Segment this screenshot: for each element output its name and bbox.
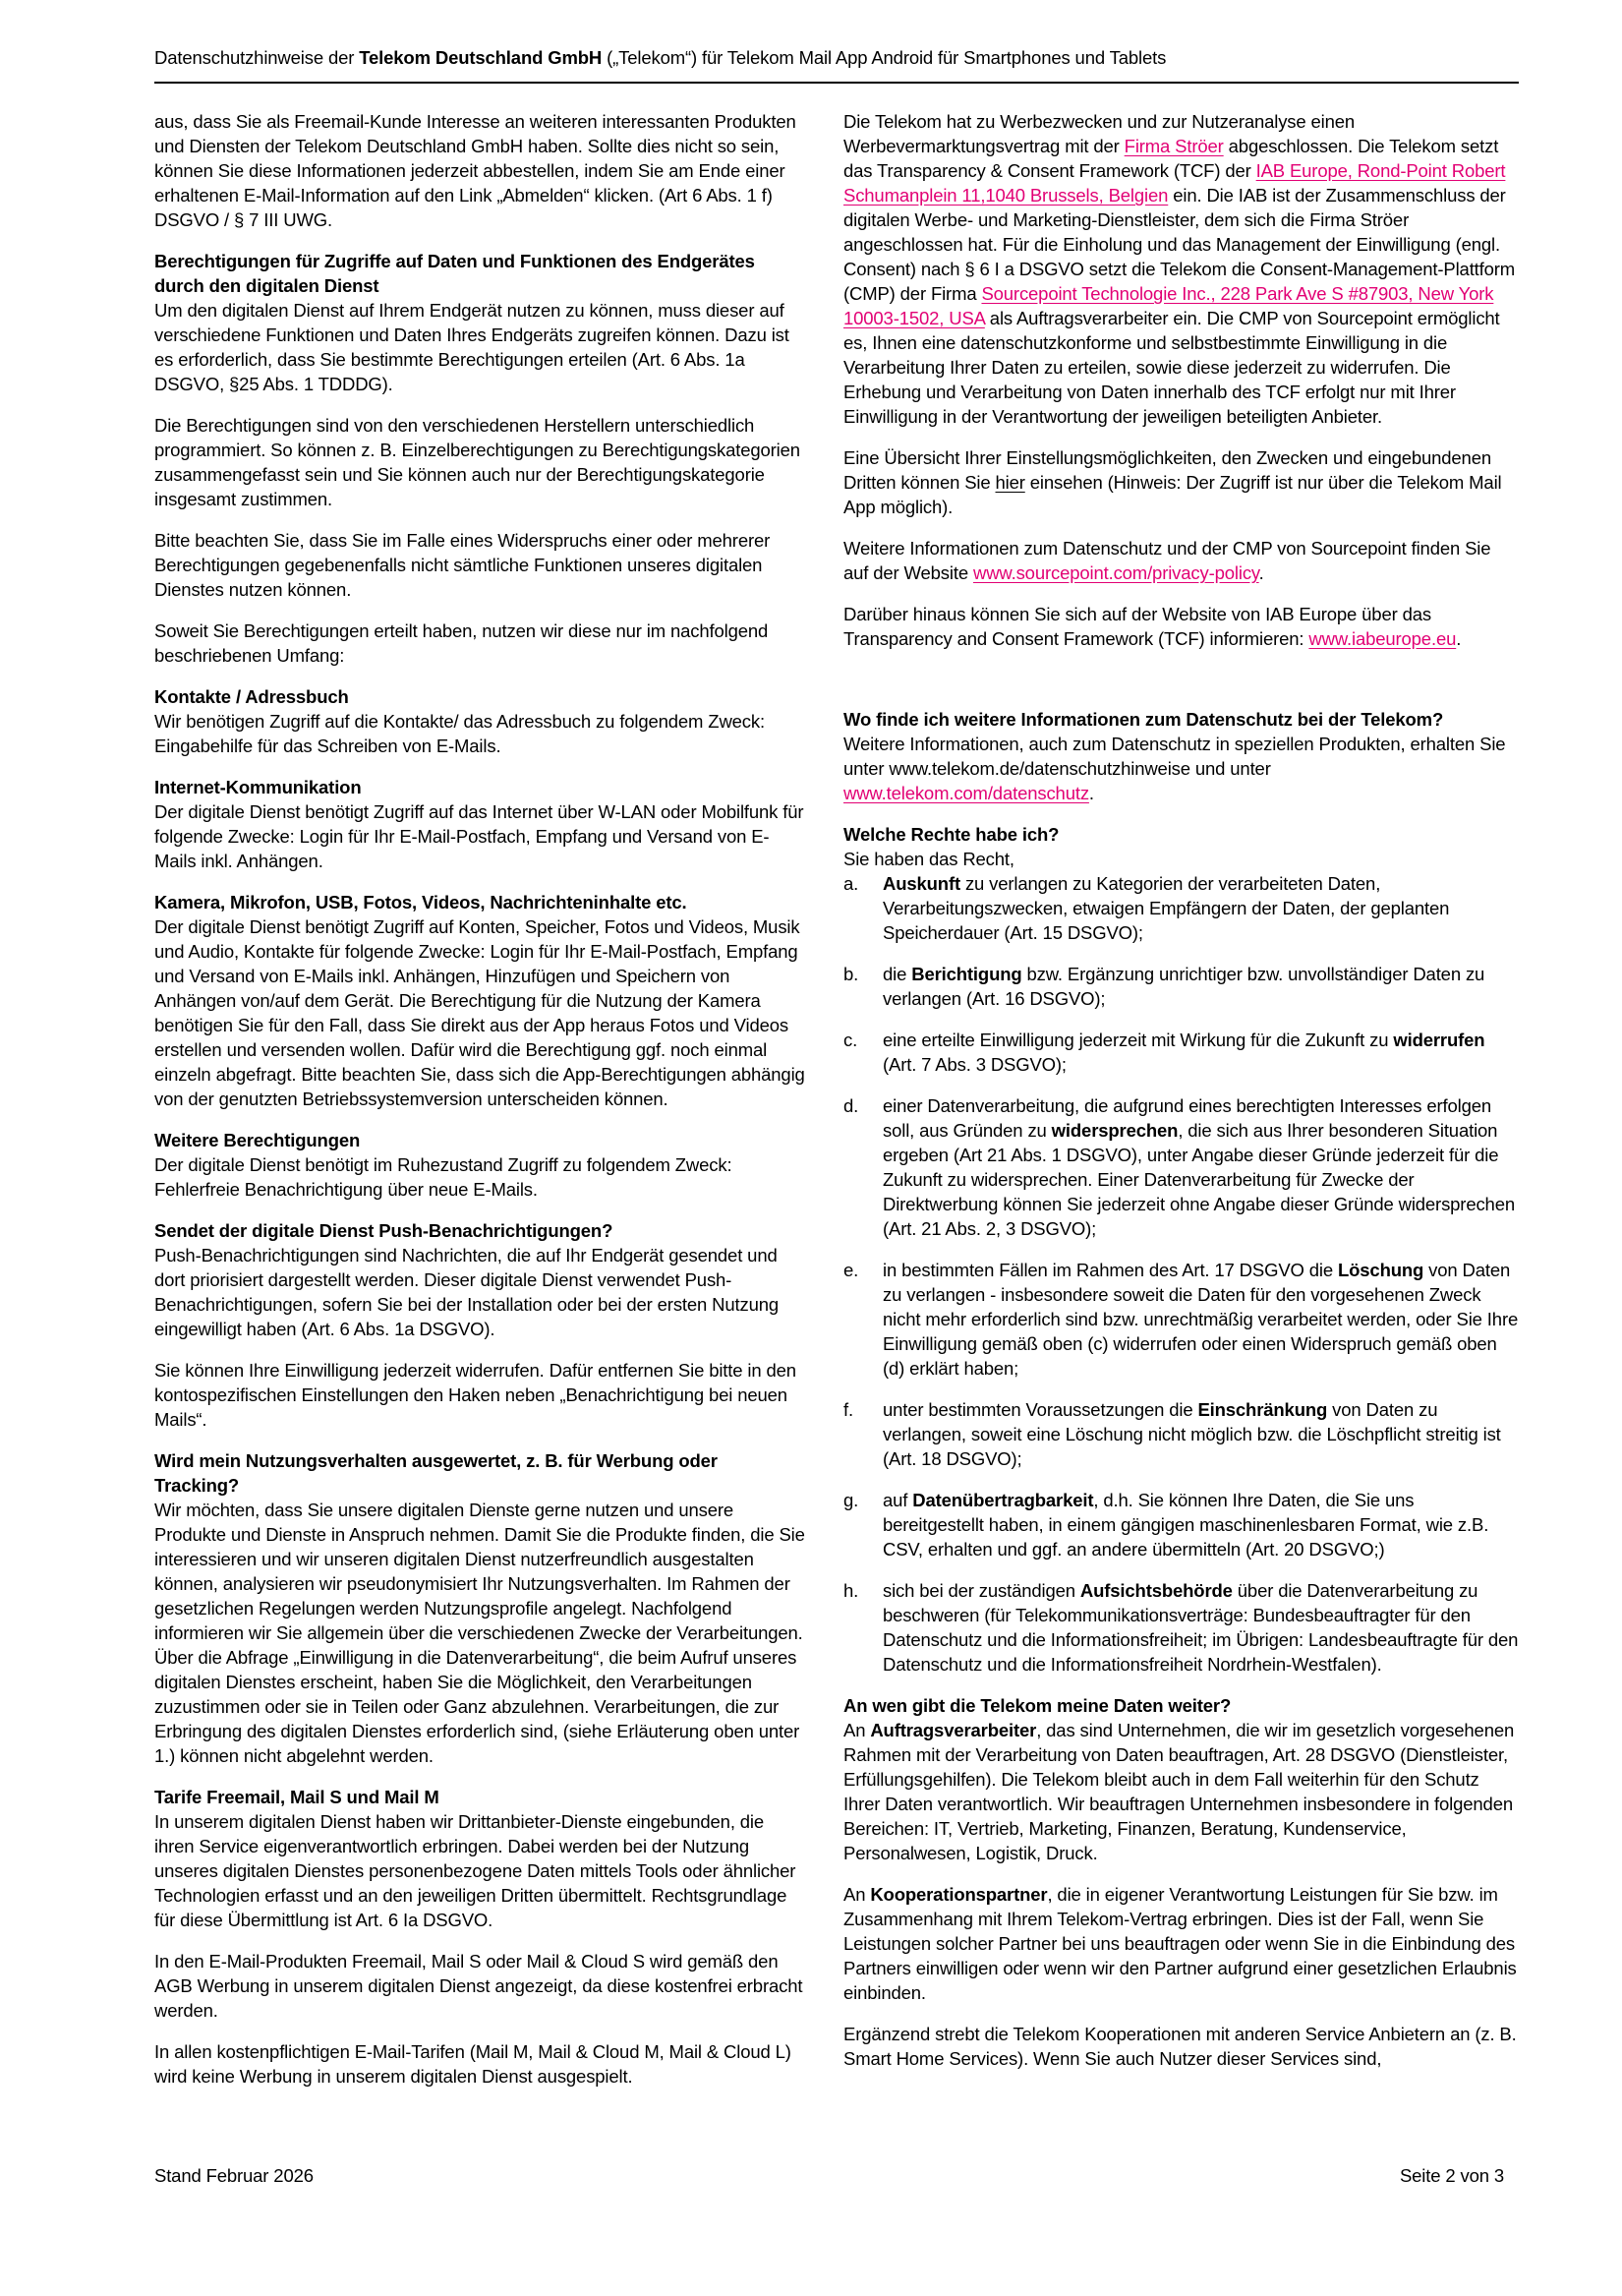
link[interactable]: Firma Ströer	[1124, 136, 1224, 156]
list-item	[843, 871, 1519, 945]
paragraph	[843, 109, 1519, 429]
list-marker: c.	[843, 1030, 858, 1050]
text: Weitere Informationen, auch zum Datenschutz in speziellen Produkten, erhalten Sie unter www.telekom.de/datenschutzhinweise und unter	[843, 734, 1506, 779]
bold-text: Einschränkung	[1197, 1399, 1328, 1420]
section-heading: Sendet der digitale Dienst Push-Benachrichtigungen?	[154, 1220, 613, 1241]
list-item	[843, 1397, 1519, 1471]
spacer	[843, 668, 1519, 707]
text: Eine Übersicht Ihrer Einstellungsmöglichkeiten, den Zwecken und eingebundenen Dritten können Sie	[843, 447, 1491, 493]
text: An	[843, 1884, 871, 1905]
text: Push-Benachrichtigungen sind Nachrichten, die auf Ihr Endgerät gesendet und dort priorisiert dargestellt werden. Dieser digitale Dienst verwendet Push-Benachrichtigungen, sofern Sie bei der Installation oder bei der ersten Nutzung eingewilligt haben (Art. 6 Abs. 1a DSGVO).	[154, 1245, 780, 1339]
text: Um den digitalen Dienst auf Ihrem Endgerät nutzen zu können, muss dieser auf verschiedene Funktionen und Daten Ihres Endgeräts zugreifen können. Dazu ist es erforderlich, dass Sie bestimmte Berechtigungen erteilen (Art. 6 Abs. 1a DSGVO, §25 Abs. 1 TDDDG).	[154, 300, 789, 394]
text: („Telekom“) für Telekom Mail App Android für Smartphones und Tablets	[602, 47, 1167, 68]
text: abgeschlossen. Die Telekom setzt das Transparency & Consent Framework (TCF) der	[843, 136, 1499, 181]
text: (Art. 7 Abs. 3 DSGVO);	[883, 1054, 1067, 1075]
link[interactable]: www.iabeurope.eu	[1308, 628, 1457, 649]
text: .	[1456, 628, 1462, 649]
paragraph	[843, 1882, 1519, 2005]
list-marker: g.	[843, 1490, 859, 1510]
list-marker: a.	[843, 873, 859, 894]
text: In allen kostenpflichtigen E-Mail-Tarifen (Mail M, Mail & Cloud M, Mail & Cloud L) wird keine Werbung in unserem digitalen Dienst ausgespielt.	[154, 2041, 791, 2087]
paragraph	[154, 1809, 806, 1932]
paragraph	[843, 1718, 1519, 1865]
list-item	[843, 962, 1519, 1011]
bold-text: Löschung	[1337, 1260, 1424, 1280]
paragraph	[154, 709, 806, 758]
link[interactable]: hier	[995, 472, 1025, 493]
text: ein. Die IAB ist der Zusammenschluss der digitalen Werbe- und Marketing-Dienstleister, dem sich die Firma Ströer angeschlossen hat. Für die Einholung und das Management der Einwilligung (engl. Consent) nach § 6 I a DSGVO setzt die Telekom die Consent-Management-Plattform (CMP) der Firma	[843, 185, 1516, 304]
link[interactable]: www.sourcepoint.com/privacy-policy	[972, 562, 1259, 583]
text: Darüber hinaus können Sie sich auf der Website von IAB Europe über das Transparency and Consent Framework (TCF) informieren:	[843, 604, 1431, 649]
list-marker: e.	[843, 1260, 859, 1280]
text: Ergänzend strebt die Telekom Kooperationen mit anderen Service Anbietern an (z. B. Smart Home Services). Wenn Sie auch Nutzer dieser Services sind,	[843, 2024, 1517, 2069]
text: , die in eigener Verantwortung Leistungen für Sie bzw. im Zusammenhang mit Ihrem Telekom-Vertrag erbringen. Dies ist der Fall, wenn Sie Leistungen solcher Partner bei uns beauftragen oder wenn Sie in die Einbindung des Partners einwilligen oder wenn wir den Partner aufgrund einer gesetzlichen Erlaubnis einbinden.	[843, 1884, 1517, 2003]
text: Weitere Informationen zum Datenschutz und der CMP von Sourcepoint finden Sie auf der Website	[843, 538, 1491, 583]
text: Wir benötigen Zugriff auf die Kontakte/ das Adressbuch zu folgendem Zweck: Eingabehilfe für das Schreiben von E-Mails.	[154, 711, 765, 756]
list-item-text	[883, 1095, 1515, 1239]
text: , das sind Unternehmen, die wir im gesetzlich vorgesehenen Rahmen mit der Verarbeitung von Daten beauftragen, Art. 28 DSGVO (Dienstleister, Erfüllungsgehilfen). Die Telekom bleibt auch in dem Fall weiterhin für den Schutz Ihrer Daten verantwortlich. Wir beauftragen Unternehmen insbesondere in folgenden Bereichen: IT, Vertrieb, Marketing, Finanzen, Beratung, Kundenservice, Personalwesen, Logistik, Druck.	[843, 1720, 1515, 1863]
list-marker: h.	[843, 1580, 859, 1601]
text: bzw. Ergänzung unrichtiger bzw. unvollständiger Daten zu verlangen (Art. 16 DSGVO);	[883, 964, 1485, 1009]
section-heading: Internet-Kommunikation	[154, 777, 362, 797]
page-footer	[154, 2163, 1504, 2188]
bold-text: Berichtigung	[911, 964, 1022, 984]
bold-text: Datenübertragbarkeit	[912, 1490, 1094, 1510]
list-marker: b.	[843, 964, 859, 984]
section-heading: Berechtigungen für Zugriffe auf Daten und Funktionen des Endgerätes durch den digitalen Dienst	[154, 251, 755, 296]
text: In unserem digitalen Dienst haben wir Drittanbieter-Dienste eingebunden, die ihren Service eigenverantwortlich erbringen. Dabei werden bei der Nutzung unseres digitalen Dienstes personenbezogene Daten mittels Tools oder ähnlicher Technologien erfasst und an den jeweiligen Dritten übermittelt. Rechtsgrundlage für diese Übermittlung ist Art. 6 Ia DSGVO.	[154, 1811, 796, 1930]
bold-text: Auftragsverarbeiter	[870, 1720, 1037, 1740]
list-item-text	[883, 1399, 1501, 1469]
paragraph	[154, 2039, 806, 2089]
text: aus, dass Sie als Freemail-Kunde Interesse an weiteren interessanten Produkten und Diensten der Telekom Deutschland GmbH haben. Sollte dies nicht so sein, können Sie diese Informationen jederzeit abbestellen, indem Sie am Ende einer erhaltenen E-Mail-Information auf den Link „Abmelden“ klicken. (Art 6 Abs. 1 f) DSGVO / § 7 III UWG.	[154, 111, 796, 230]
text: einer Datenverarbeitung, die aufgrund eines berechtigten Interesses erfolgen soll, aus Gründen zu	[883, 1095, 1492, 1141]
list-marker: d.	[843, 1095, 859, 1116]
text: auf	[883, 1490, 913, 1510]
text: , d.h. Sie können Ihre Daten, die Sie uns bereitgestellt haben, in einem gängigen maschinenlesbaren Format, wie z.B. CSV, erhalten und ggf. an andere übermitteln (Art. 20 DSGVO;)	[883, 1490, 1489, 1560]
list-item-text	[883, 1260, 1518, 1379]
text: die	[883, 964, 912, 984]
paragraph	[154, 1949, 806, 2023]
paragraph	[154, 618, 806, 668]
header-title	[154, 45, 1519, 70]
text: .	[1258, 562, 1264, 583]
list-item	[843, 1093, 1519, 1241]
right-column	[843, 109, 1519, 2088]
list-marker: f.	[843, 1399, 853, 1420]
paragraph	[843, 847, 1519, 871]
paragraph	[843, 536, 1519, 585]
text: von Daten zu verlangen - insbesondere soweit die Daten für den vorgesehenen Zweck nicht mehr erforderlich sind bzw. unrechtmäßig verarbeitet werden, oder Sie Ihre Einwilligung gemäß oben (c) widerrufen oder einen Widerspruch gemäß oben (d) erklärt haben;	[883, 1260, 1519, 1379]
link[interactable]: Sourcepoint Technologie Inc., 228 Park Ave S #87903, New York 10003-1502, USA	[843, 283, 1494, 328]
text: Datenschutzhinweise der	[154, 47, 360, 68]
text: von Daten zu verlangen, soweit eine Löschung nicht möglich bzw. die Löschpflicht streitig ist (Art. 18 DSGVO);	[883, 1399, 1501, 1469]
text: In den E-Mail-Produkten Freemail, Mail S oder Mail & Cloud S wird gemäß den AGB Werbung in unserem digitalen Dienst angezeigt, da diese kostenfrei erbracht werden.	[154, 1951, 803, 2021]
text: Die Berechtigungen sind von den verschiedenen Herstellern unterschiedlich programmiert. So können z. B. Einzelberechtigungen zu Berechtigungskategorien zusammengefasst sein und Sie können auch nur der Berechtigungskategorie insgesamt zustimmen.	[154, 415, 800, 509]
paragraph	[843, 2022, 1519, 2071]
footer-date: Stand Februar 2026	[154, 2165, 314, 2186]
bold-text: widersprechen	[1051, 1120, 1179, 1141]
section-heading: Wird mein Nutzungsverhalten ausgewertet, z. B. für Werbung oder Tracking?	[154, 1450, 718, 1496]
section-heading: Wo finde ich weitere Informationen zum Datenschutz bei der Telekom?	[843, 709, 1444, 730]
paragraph	[154, 528, 806, 602]
paragraph	[154, 413, 806, 511]
text: zu verlangen zu Kategorien der verarbeiteten Daten, Verarbeitungszwecken, etwaigen Empfängern der Daten, der geplanten Speicherdauer (Art. 15 DSGVO);	[883, 873, 1450, 943]
text: , die sich aus Ihrer besonderen Situation ergeben (Art 21 Abs. 1 DSGVO), unter Angabe dieser Gründe jederzeit für die Zukunft zu widersprechen. Einer Datenverarbeitung für Zwecke der Direktwerbung können Sie jederzeit ohne Angabe dieser Gründe widersprechen (Art. 21 Abs. 2, 3 DSGVO);	[883, 1120, 1515, 1239]
paragraph	[154, 1498, 806, 1768]
section-heading: Weitere Berechtigungen	[154, 1130, 361, 1150]
list-item	[843, 1258, 1519, 1381]
footer-page-number: Seite 2 von 3	[1399, 2165, 1504, 2186]
list-item-text	[883, 1030, 1484, 1075]
text: unter bestimmten Voraussetzungen die	[883, 1399, 1198, 1420]
text: Der digitale Dienst benötigt im Ruhezustand Zugriff zu folgendem Zweck: Fehlerfreie Benachrichtigung über neue E-Mails.	[154, 1154, 732, 1200]
section-heading: Welche Rechte habe ich?	[843, 824, 1060, 845]
link[interactable]: IAB Europe, Rond-Point Robert Schumanplein 11,1040 Brussels, Belgien	[843, 160, 1506, 206]
text: Der digitale Dienst benötigt Zugriff auf das Internet über W-LAN oder Mobilfunk für folgende Zwecke: Login für Ihr E-Mail-Postfach, Empfang und Versand von E-Mails inkl. Anhängen.	[154, 801, 804, 871]
paragraph	[154, 1152, 806, 1202]
text: Die Telekom hat zu Werbezwecken und zur Nutzeranalyse einen Werbevermarktungsvertrag mit der	[843, 111, 1356, 156]
section-heading: Kamera, Mikrofon, USB, Fotos, Videos, Nachrichteninhalte etc.	[154, 892, 687, 913]
list-item-text	[883, 873, 1449, 943]
list-item-text	[883, 1490, 1488, 1560]
paragraph	[154, 298, 806, 396]
bold-text: Aufsichtsbehörde	[1079, 1580, 1233, 1601]
page-content	[154, 0, 1519, 2105]
bold-text: widerrufen	[1393, 1030, 1485, 1050]
header-divider	[154, 82, 1519, 84]
text: in bestimmten Fällen im Rahmen des Art. 17 DSGVO die	[883, 1260, 1338, 1280]
text: als Auftragsverarbeiter ein. Die CMP von Sourcepoint ermöglicht es, Ihnen eine datenschutzkonforme und selbstbestimmte Einwilligung in die Verarbeitung Ihrer Daten zu erteilen, sowie diese jederzeit zu widerrufen. Die Erhebung und Verarbeitung von Daten innerhalb des TCF erfolgt nur mit Ihrer Einwilligung in der Verantwortung der jeweiligen beteiligten Anbieter.	[843, 308, 1500, 427]
bold-text: Auskunft	[883, 873, 960, 894]
text: Wir möchten, dass Sie unsere digitalen Dienste gerne nutzen und unsere Produkte und Dienste in Anspruch nehmen. Damit Sie die Produkte finden, die Sie interessieren und wir unseren digitalen Dienst nutzerfreundlich ausgestalten können, analysieren wir pseudonymisiert Ihr Nutzungsverhalten. Im Rahmen der gesetzlichen Regelungen werden Nutzungsprofile angelegt. Nachfolgend informieren wir Sie allgemein über die verschiedenen Zwecke der Verarbeitungen. Über die Abfrage „Einwilligung in die Datenverarbeitung“, die beim Aufruf unseres digitalen Dienstes erscheint, haben Sie die Möglichkeit, den Verarbeitungen zuzustimmen oder sie in Teilen oder Ganz abzulehnen. Verarbeitungen, die zur Erbringung des digitalen Dienstes erforderlich sind, (siehe Erläuterung oben unter 1.) können nicht abgelehnt werden.	[154, 1500, 805, 1766]
section-heading: Kontakte / Adressbuch	[154, 686, 349, 707]
list-item	[843, 1028, 1519, 1077]
section-heading: An wen gibt die Telekom meine Daten weiter?	[843, 1695, 1232, 1716]
link[interactable]: www.telekom.com/datenschutz	[843, 783, 1089, 803]
page-header	[154, 0, 1519, 84]
text: Sie können Ihre Einwilligung jederzeit widerrufen. Dafür entfernen Sie bitte in den kontospezifischen Einstellungen den Haken neben „Benachrichtigung bei neuen Mails“.	[154, 1360, 796, 1430]
list-item-text	[883, 964, 1484, 1009]
text: .	[1088, 783, 1094, 803]
paragraph	[843, 445, 1519, 519]
text: Soweit Sie Berechtigungen erteilt haben, nutzen wir diese nur im nachfolgend beschriebenen Umfang:	[154, 620, 769, 666]
bold-text: Kooperationspartner	[870, 1884, 1048, 1905]
list-item-text	[883, 1580, 1518, 1675]
columns	[154, 109, 1519, 2105]
list-item	[843, 1578, 1519, 1677]
text: sich bei der zuständigen	[883, 1580, 1080, 1601]
bold-text: Telekom Deutschland GmbH	[359, 47, 603, 68]
text: An	[843, 1720, 871, 1740]
text: Sie haben das Recht,	[843, 849, 1014, 869]
paragraph	[154, 914, 806, 1111]
text: Bitte beachten Sie, dass Sie im Falle eines Widerspruchs einer oder mehrerer Berechtigungen gegebenenfalls nicht sämtliche Funktionen unseres digitalen Dienstes nutzen können.	[154, 530, 771, 600]
paragraph	[154, 799, 806, 873]
text: eine erteilte Einwilligung jederzeit mit Wirkung für die Zukunft zu	[883, 1030, 1394, 1050]
left-column	[154, 109, 806, 2105]
paragraph	[843, 732, 1519, 805]
paragraph	[154, 1243, 806, 1341]
paragraph	[154, 1358, 806, 1432]
list-item	[843, 1488, 1519, 1561]
paragraph	[843, 602, 1519, 651]
paragraph	[154, 109, 806, 232]
text: einsehen (Hinweis: Der Zugriff ist nur über die Telekom Mail App möglich).	[843, 472, 1502, 517]
text: über die Datenverarbeitung zu beschweren (für Telekommunikationsverträge: Bundesbeauftragter für den Datenschutz und die Informationsfreiheit; im Übrigen: Landesbeauftragte für den Datenschutz und die Informationsfreiheit Nordrhein-Westfalen).	[883, 1580, 1519, 1675]
text: Der digitale Dienst benötigt Zugriff auf Konten, Speicher, Fotos und Videos, Musik und Audio, Kontakte für folgende Zwecke: Login für Ihr E-Mail-Postfach, Empfang und Versand von E-Mails inkl. Anhängen, Hinzufügen und Speichern von Anhängen von/auf dem Gerät. Die Berechtigung für die Nutzung der Kamera benötigen Sie für den Fall, dass Sie direkt aus der App heraus Fotos und Videos erstellen und versenden wollen. Dafür wird die Berechtigung ggf. noch einmal einzeln abgefragt. Bitte beachten Sie, dass sich die App-Berechtigungen abhängig von der genutzten Betriebssystemversion unterscheiden können.	[154, 916, 805, 1109]
section-heading: Tarife Freemail, Mail S und Mail M	[154, 1787, 439, 1807]
